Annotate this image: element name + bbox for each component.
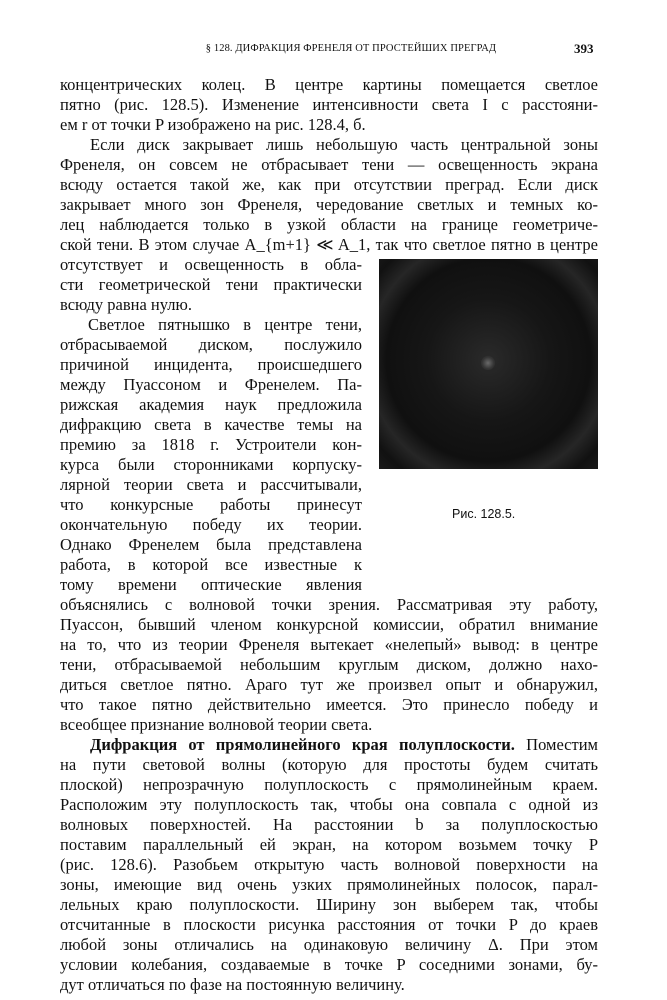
- text-line: отсутствует и освещенность в обла-: [60, 255, 362, 274]
- text-line: плоской) непрозрачную полуплоскость с прямолинейным краем.: [60, 775, 598, 794]
- figure-caption: Рис. 128.5.: [452, 507, 516, 521]
- text-line: объяснялись с волновой точки зрения. Рассматривая эту работу,: [60, 595, 598, 614]
- section-heading: Дифракция от прямолинейного края полуплоскости.: [90, 735, 515, 754]
- text-line: на то, что из теории Френеля вытекает «нелепый» вывод: в центре: [60, 635, 598, 654]
- text-line: дифракцию света в качестве темы на: [60, 415, 362, 434]
- text-line: работа, в которой все известные к: [60, 555, 362, 574]
- text-line: Пуассон, бывший членом конкурсной комиссии, обратил внимание: [60, 615, 598, 634]
- text-line: сти геометрической тени практически: [60, 275, 362, 294]
- text-line: что такое пятно действительно имеется. Это принесло победу и: [60, 695, 598, 714]
- text-line: поставим параллельный ей экран, на котором возьмем точку P: [60, 835, 598, 854]
- text-line: ской тени. В этом случае A_{m+1} ≪ A_1, так что светлое пятно в центре: [60, 235, 598, 254]
- text-line: тени, отбрасываемой небольшим круглым диском, должно нахо-: [60, 655, 598, 674]
- text-line: пятно (рис. 128.5). Изменение интенсивности света I с расстояни-: [60, 95, 598, 114]
- text-line: Дифракция от прямолинейного края полуплоскости. Поместим: [90, 735, 598, 754]
- text-line: отбрасываемой диском, послужило: [60, 335, 362, 354]
- text-line: премию за 1818 г. Устроители кон-: [60, 435, 362, 454]
- text-line: на пути световой волны (которую для простоты будем считать: [60, 755, 598, 774]
- text-line: причиной инцидента, происшедшего: [60, 355, 362, 374]
- text-line: между Пуассоном и Френелем. Па-: [60, 375, 362, 394]
- text-line: что конкурсные работы принесут: [60, 495, 362, 514]
- text-line: Светлое пятнышко в центре тени,: [88, 315, 362, 334]
- diffraction-photo: [379, 259, 598, 469]
- running-title: § 128. ДИФРАКЦИЯ ФРЕНЕЛЯ ОТ ПРОСТЕЙШИХ ПРЕГРАД: [205, 43, 497, 54]
- text-line: всеобщее признание волновой теории света.: [60, 715, 373, 734]
- text-line: закрывает много зон Френеля, чередование светлых и темных ко-: [60, 195, 598, 214]
- text-line: любой зоны отличались на одинаковую величину Δ. При этом: [60, 935, 598, 954]
- text-line: Расположим эту полуплоскость так, чтобы она совпала с одной из: [60, 795, 598, 814]
- text-line: условии колебания, создаваемые в точке P соседними зонами, бу-: [60, 955, 598, 974]
- text-line: (рис. 128.6). Разобьем открытую часть волновой поверхности на: [60, 855, 598, 874]
- text-line: отсчитанные в плоскости рисунка расстояния от точки P до краев: [60, 915, 598, 934]
- page-header: [0, 40, 667, 62]
- text-line: зоны, имеющие вид очень узких прямолинейных полосок, парал-: [60, 875, 598, 894]
- text-line: концентрических колец. В центре картины помещается светлое: [60, 75, 598, 94]
- text-line: волновых поверхностей. На расстоянии b за полуплоскостью: [60, 815, 598, 834]
- text-line: Если диск закрывает лишь небольшую часть центральной зоны: [90, 135, 598, 154]
- text-line: лец наблюдается только в узкой области на границе геометриче-: [60, 215, 598, 234]
- text-line: диться светлое пятно. Араго тут же произвел опыт и обнаружил,: [60, 675, 598, 694]
- bright-spot: [481, 356, 495, 370]
- page-number: 393: [574, 41, 594, 56]
- text-line: ем r от точки P изображено на рис. 128.4, б.: [60, 115, 366, 134]
- text-line: курса были сторонниками корпуску-: [60, 455, 362, 474]
- text-line: лярной теории света и рассчитывали,: [60, 475, 362, 494]
- text-line: лельных краю полуплоскости. Ширину зон выберем так, чтобы: [60, 895, 598, 914]
- text-line: дут отличаться по фазе на постоянную величину.: [60, 975, 405, 994]
- text-line: всюду остается такой же, как при отсутствии преград. Если диск: [60, 175, 598, 194]
- text-line: Однако Френелем была представлена: [60, 535, 362, 554]
- text-line: рижская академия наук предложила: [60, 395, 362, 414]
- text-line: окончательную победу их теории.: [60, 515, 362, 534]
- text-line: тому времени оптические явления: [60, 575, 362, 594]
- text-line: Френеля, он совсем не отбрасывает тени — освещенность экрана: [60, 155, 598, 174]
- text-line: всюду равна нулю.: [60, 295, 192, 314]
